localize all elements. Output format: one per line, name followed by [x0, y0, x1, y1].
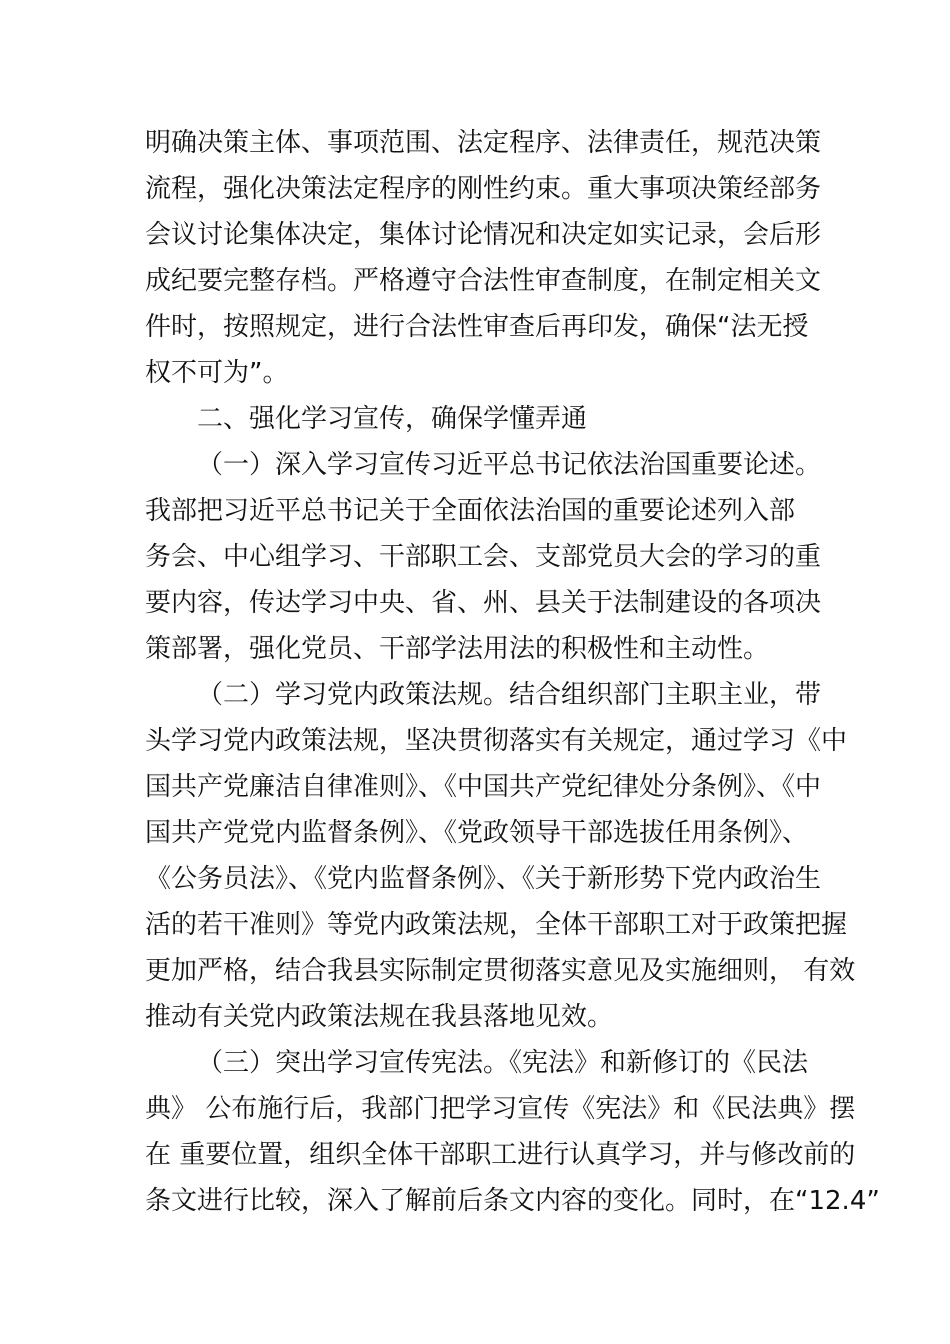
- text-line: 成纪要完整存档。严格遵守合法性审查制度，在制定相关文: [145, 266, 822, 296]
- section-heading: 二、强化学习宣传，确保学懂弄通: [197, 404, 588, 434]
- text-line: 国共产党廉洁自律准则》、《中国共产党纪律处分条例》、《中: [145, 772, 822, 802]
- subsection-heading: （一）深入学习宣传习近平总书记依法治国重要论述。: [197, 450, 822, 480]
- text-line: 头学习党内政策法规，坚决贯彻落实有关规定，通过学习《中: [145, 726, 848, 756]
- text-line: 流程，强化决策法定程序的刚性约束。重大事项决策经部务: [145, 174, 822, 204]
- text-line: 要内容，传达学习中央、省、州、县关于法制建设的各项决: [145, 588, 822, 618]
- subsection-heading: （三）突出学习宣传宪法。《宪法》和新修订的《民法: [197, 1048, 809, 1078]
- text-line: 明确决策主体、事项范围、法定程序、法律责任，规范决策: [145, 128, 822, 158]
- text-line: 推动有关党内政策法规在我县落地见效。: [145, 1002, 614, 1032]
- text-line: 在 重要位置，组织全体干部职工进行认真学习，并与修改前的: [145, 1140, 856, 1170]
- text-line: 《公务员法》、《党内监督条例》、《关于新形势下党内政治生: [145, 864, 822, 894]
- text-line: 更加严格，结合我县实际制定贯彻落实意见及实施细则， 有效: [145, 956, 856, 986]
- text-line: 典》 公布施行后，我部门把学习宣传《宪法》和《民法典》摆: [145, 1094, 856, 1124]
- document-body: [145, 120, 880, 1224]
- text-line: 条文进行比较，深入了解前后条文内容的变化。同时，在“12.4”: [145, 1186, 880, 1216]
- text-line: 会议讨论集体决定，集体讨论情况和决定如实记录，会后形: [145, 220, 822, 250]
- subsection-heading: （二）学习党内政策法规。结合组织部门主职主业，带: [197, 680, 822, 710]
- text-line: 活的若干准则》等党内政策法规，全体干部职工对于政策把握: [145, 910, 848, 940]
- text-line: 务会、中心组学习、干部职工会、支部党员大会的学习的重: [145, 542, 822, 572]
- text-line: 我部把习近平总书记关于全面依法治国的重要论述列入部: [145, 496, 796, 526]
- text-line: 国共产党党内监督条例》、《党政领导干部选拔任用条例》、: [145, 818, 809, 848]
- text-line: 权不可为”。: [145, 358, 289, 388]
- text-line: 件时，按照规定，进行合法性审查后再印发，确保“法无授: [145, 312, 809, 342]
- text-line: 策部署，强化党员、干部学法用法的积极性和主动性。: [145, 634, 770, 664]
